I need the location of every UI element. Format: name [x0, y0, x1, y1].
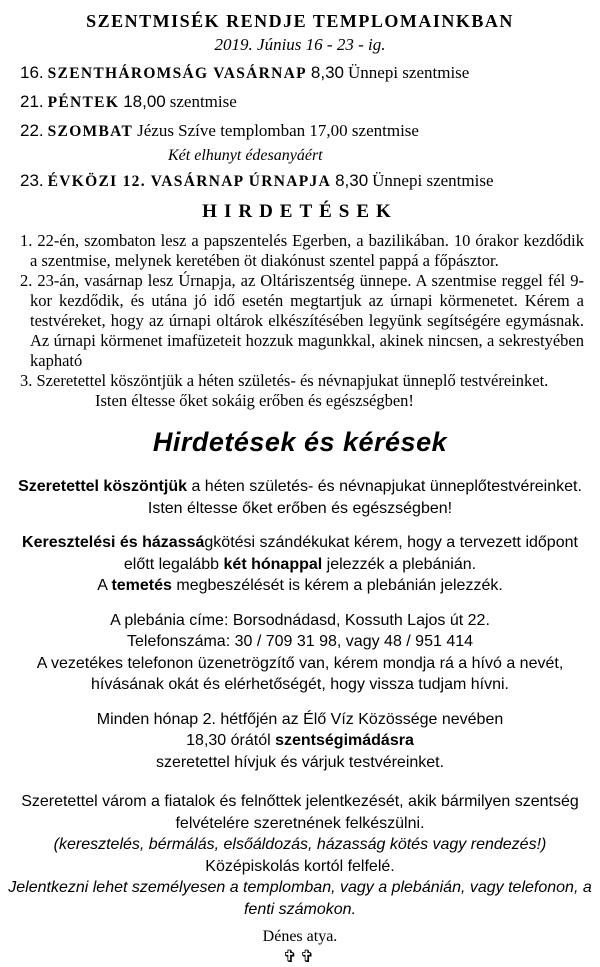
parish-phone: Telefonszáma: 30 / 709 31 98, vagy 48 / 951 414 [126, 633, 474, 650]
mass-time: 18,00 [123, 92, 166, 111]
sacrament-line1: Szeretettel várom a fiatalok és felnőttek jelentkezését, akik bármilyen szentség [21, 793, 579, 810]
funeral-line: A temetés megbeszélését is kérem a plebánián jelezzék. [97, 577, 503, 594]
announcements-list [20, 231, 584, 411]
signature: Dénes atya. [262, 928, 338, 945]
day-name: SZENTHÁROMSÁG VASÁRNAP [47, 65, 307, 82]
mass-description: Ünnepi szentmise [372, 171, 494, 190]
day-number: 23. [20, 171, 44, 190]
section-heading: Hirdetések és kérések [152, 427, 448, 457]
sacrament-paragraph [8, 791, 592, 834]
greeting-paragraph [8, 476, 592, 519]
list-item [20, 231, 584, 271]
adoration-paragraph [8, 709, 592, 774]
announcements-heading: HIRDETÉSEK [202, 201, 398, 222]
announcements-body [0, 476, 600, 920]
parish-note-line1: A vezetékes telefonon üzenetrögzítő van, kérem mondja rá a hívó a nevét, [36, 654, 564, 672]
list-item [20, 371, 584, 411]
adoration-line3: szeretettel hívjuk és várjuk testvéreinket. [155, 753, 445, 771]
cross-icon: ✞✞ [282, 947, 318, 967]
sacrament-note [8, 834, 592, 920]
item-number: 3. [20, 371, 33, 390]
schedule-row [20, 63, 600, 83]
item-number: 2. [20, 271, 33, 290]
list-item [20, 271, 584, 371]
mass-time: 8,30 [335, 171, 369, 190]
mass-time: 8,30 [310, 63, 345, 82]
day-number: 16. [20, 63, 44, 82]
day-name: ÉVKÖZI 12. VASÁRNAP ÚRNAPJA [47, 173, 332, 190]
sacrament-note-italic: (keresztelés, bérmálás, elsőáldozás, házasság kötés vagy rendezés!) [53, 836, 547, 853]
baptism-paragraph [8, 532, 592, 597]
item-text: 23-án, vasárnap lesz Úrnapja, az Oltáriszentség ünnepe. A szentmise reggel fél 9-kor kezdődik, és utána jó idő esetén megtartjuk az úrnapi körmenetet. Kérem a testvéreket, hogy az úrnapi oltárok elkészítésében legyünk segítségére egymásnak. Az úrnapi körmenet imafüzeteit hozzuk magunkkal, akinek nincsen, a sekrestyében kapható [30, 271, 585, 370]
day-name: SZOMBAT [47, 123, 134, 140]
day-name: PÉNTEK [47, 94, 120, 111]
schedule-row [20, 121, 600, 141]
mass-description: szentmise [169, 92, 237, 111]
greeting-line1: Szeretettel köszöntjük a héten születés- és névnapjukat ünneplőtestvéreinket. [18, 478, 582, 495]
baptism-text: Keresztelési és házasságkötési szándékukat kérem, hogy a tervezett időpont előtt legalább két hónappal jelezzék a plebánián. [22, 534, 578, 573]
item-text: Szeretettel köszöntjük a héten születés- és névnapjukat ünneplő testvéreinket. [36, 371, 549, 390]
day-number: 21. [20, 92, 44, 111]
day-number: 22. [20, 121, 44, 140]
schedule-row [20, 171, 600, 191]
page-title: SZENTMISÉK RENDJE TEMPLOMAINKBAN [86, 11, 514, 31]
parish-address: A plebánia címe: Borsodnádasd, Kossuth Lajos út 22. [110, 611, 490, 629]
adoration-line2: 18,30 órától szentségimádásra [186, 732, 414, 749]
item-subtext: Isten éltesse őket sokáig erőben és egészségben! [95, 391, 414, 410]
parish-contact-paragraph [8, 610, 592, 696]
date-range: 2019. Június 16 - 23 - ig. [214, 35, 386, 54]
mass-intention: Két elhunyt édesanyáért [168, 147, 323, 164]
adoration-line1: Minden hónap 2. hétfőjén az Élő Víz Közössége nevében [96, 710, 504, 728]
item-number: 1. [20, 231, 33, 250]
sacrament-line2: felvételére szeretnének felkészülni. [175, 814, 425, 832]
schedule-row [20, 92, 600, 112]
mass-schedule [20, 63, 600, 191]
sacrament-note-rest: Középiskolás kortól felfelé. [205, 857, 395, 875]
parish-note-line2: hívásának okát és elérhetőségét, hogy vissza tudjam hívni. [90, 676, 509, 693]
bulletin-page [0, 11, 600, 967]
item-text: 22-én, szombaton lesz a papszentelés Egerben, a bazilikában. 10 órakor kezdődik a szentmise, melynek keretében öt diakónust szentel pappá a főpásztor. [30, 231, 585, 270]
mass-description: Ünnepi szentmise [348, 63, 470, 82]
greeting-line2: Isten éltesse őket erőben és egészségben! [147, 499, 453, 517]
mass-description: Jézus Szíve templomban 17,00 szentmise [137, 121, 419, 140]
registration-note: Jelentkezni lehet személyesen a templomban, vagy a plebánián, vagy telefonon, a fenti számokon. [8, 879, 592, 918]
